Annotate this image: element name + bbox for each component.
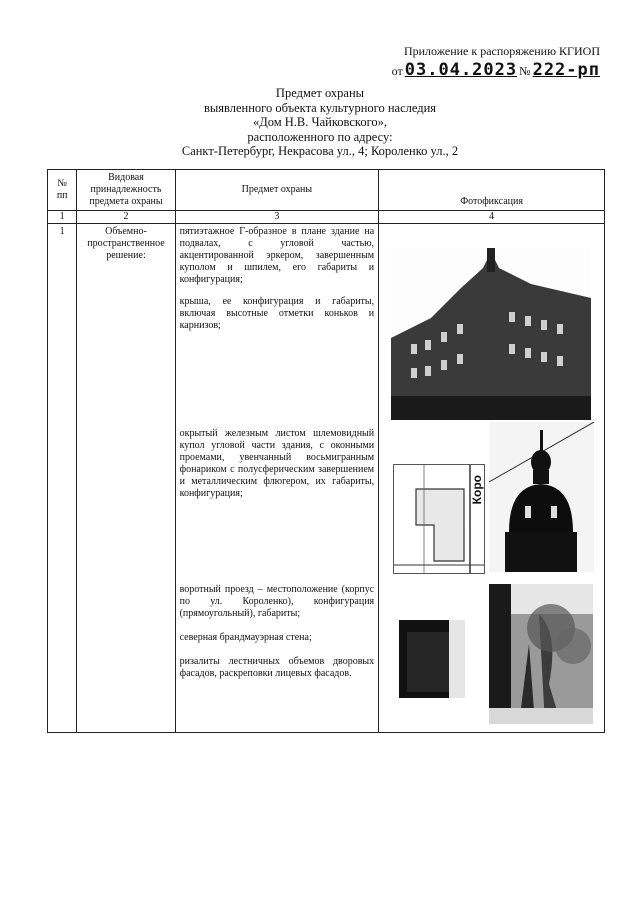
subject-item: окрытый железным листом шлемовидный купол угловой части здания, с оконными проемами, увенчанный восьмигранным фонариком с полусферическим завершением и металлическим флюгером, их габариты, конфигурация; [179,428,375,499]
column-number-row [48,211,605,224]
header-subject: Предмет охраны [175,170,379,211]
plan-street-label: Коро [470,475,485,505]
dome-photo [489,422,594,572]
title-line-1: Предмет охраны [275,86,365,100]
gate-photo [399,620,465,698]
protection-table [47,169,605,733]
table-header-row [48,170,605,211]
number-prefix: № [519,64,531,78]
title-line-3: «Дом Н.В. Чайковского», [252,115,388,129]
order-date-number [392,60,600,80]
subject-item: пятиэтажное Г-образное в плане здание на подвалах, с угловой частью, акцентированной эркером, завершенным куполом и шпилем, его габариты и конфигурация; [179,226,375,285]
title-line-5: Санкт-Петербург, Некрасова ул., 4; Короленко ул., 2 [181,144,459,158]
subject-item: воротный проезд – местоположение (корпус по ул. Короленко), конфигурация (прямоугольный), габариты; [179,584,375,619]
order-date: 03.04.2023 [404,60,518,80]
title-line-2: выявленного объекта культурного наследия [203,100,437,115]
header-category: Видовая принадлежность предмета охраны [77,170,175,211]
subject-item: крыша, ее конфигурация и габариты, включая высотные отметки коньков и карнизов; [179,296,375,331]
row-num: 1 [48,224,77,733]
table-row [48,224,605,733]
col-number: 3 [175,211,379,224]
order-number: 222-рп [532,60,600,80]
row-subject [175,224,379,733]
subject-item: ризалиты лестничных объемов дворовых фасадов, раскреповки лицевых фасадов. [179,656,375,679]
site-plan-image [393,464,485,574]
title-line-4: расположенного по адресу: [247,129,393,144]
row-photos [379,224,605,733]
courtyard-photo [489,584,593,724]
header-photo: Фотофиксация [379,170,605,211]
building-photo [391,248,591,420]
col-number: 4 [379,211,605,224]
annex-line: Приложение к распоряжению КГИОП [403,44,600,58]
subject-item: северная брандмауэрная стена; [179,632,312,643]
row-category: Объемно-пространственное решение: [77,224,175,733]
header-num: № пп [48,170,77,211]
document-title [120,86,520,159]
col-number: 2 [77,211,175,224]
date-prefix: от [391,64,403,78]
col-number: 1 [48,211,77,224]
